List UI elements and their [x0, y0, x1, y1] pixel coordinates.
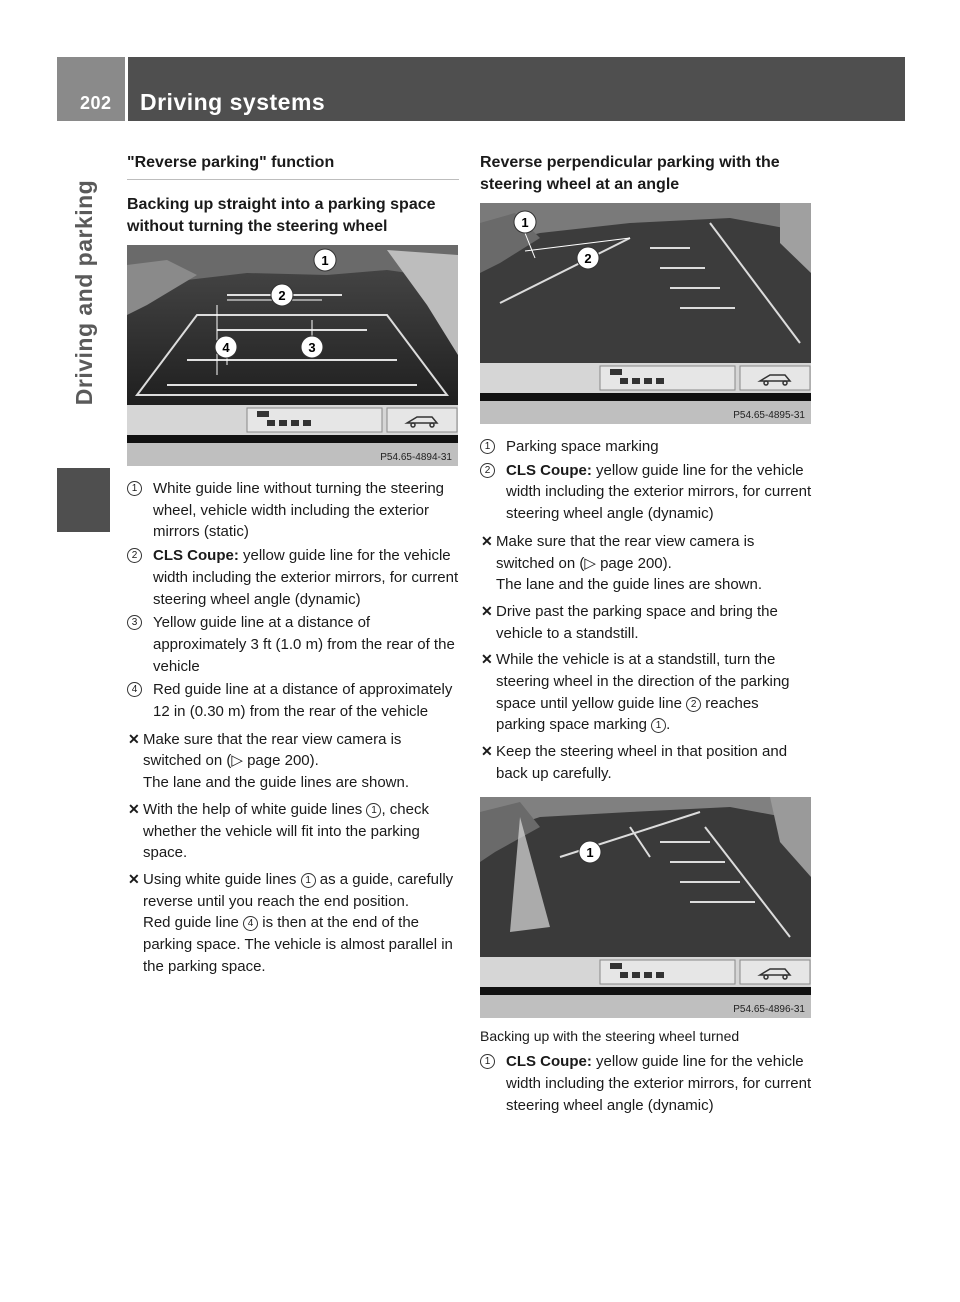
- step-arrow-icon: ✕: [128, 730, 140, 747]
- header-divider: [125, 57, 128, 121]
- legend-item-2: 2 CLS Coupe: yellow guide line for the vehicle width including the exterior mirrors, for current steering wheel angle (dynamic): [127, 545, 459, 610]
- subsection-title: Reverse perpendicular parking with the steering wheel at an angle: [480, 154, 780, 193]
- svg-text:1: 1: [321, 253, 329, 268]
- section-title: "Reverse parking" function: [127, 152, 459, 180]
- callout-4: [215, 336, 237, 358]
- legend-item-2: 2 CLS Coupe: yellow guide line for the vehicle width including the exterior mirrors, for current steering wheel angle (dynamic): [480, 460, 812, 525]
- step-1: ✕ Make sure that the rear view camera is switched on (▷ page 200). The lane and the guide lines are shown.: [481, 532, 763, 594]
- figure-code: P54.65-4896-31: [733, 1003, 805, 1015]
- svg-text:4: 4: [222, 340, 230, 355]
- step-arrow-icon: ✕: [128, 800, 140, 817]
- step-3: ✕ While the vehicle is at a standstill, turn the steering wheel in the direction of the parking space until yellow guide line 2 reaches parking space marking 1 .: [481, 651, 790, 734]
- legend-item-4: 4 Red guide line at a distance of approximately 12 in (0.30 m) from the rear of the vehicle: [127, 679, 459, 722]
- callout-2: [577, 247, 599, 269]
- figure-code: P54.65-4895-31: [733, 410, 805, 421]
- step-2: ✕ With the help of white guide lines 1 , check whether the vehicle will fit into the parking space.: [128, 800, 429, 862]
- svg-text:2: 2: [584, 251, 592, 266]
- callout-2: [271, 284, 293, 306]
- camera-figure-turned: [480, 797, 811, 1018]
- callout-1: [579, 841, 601, 863]
- step-4: ✕ Keep the steering wheel in that position and back up carefully.: [481, 743, 788, 782]
- svg-text:3: 3: [308, 340, 316, 355]
- figure-caption: Backing up with the steering wheel turned: [480, 1027, 740, 1044]
- svg-text:1: 1: [521, 215, 529, 230]
- left-column: [127, 152, 459, 982]
- step-2: ✕ Drive past the parking space and bring the vehicle to a standstill.: [481, 602, 778, 642]
- step-arrow-icon: ✕: [481, 532, 493, 549]
- legend-item-1: 1 CLS Coupe: yellow guide line for the vehicle width including the exterior mirrors, for current steering wheel angle (dynamic): [480, 1051, 812, 1116]
- page-number: 202: [80, 93, 112, 113]
- subsection-title: Backing up straight into a parking space without turning the steering wheel: [127, 196, 436, 235]
- callout-1: [514, 211, 536, 233]
- right-column: [480, 152, 812, 1118]
- side-tab-block: [57, 468, 110, 532]
- legend-item-1: 1 White guide line without turning the steering wheel, vehicle width including the exterior mirrors (static): [127, 478, 459, 543]
- step-arrow-icon: ✕: [481, 651, 493, 668]
- callout-1: [314, 249, 336, 271]
- svg-text:2: 2: [278, 288, 286, 303]
- figure-code: P54.65-4894-31: [380, 452, 452, 463]
- legend-item-1: 1 Parking space marking: [480, 436, 812, 458]
- step-3: ✕ Using white guide lines 1 as a guide, carefully reverse until you reach the end position. Red guide line 4 is then at the end of the parking space. The vehicle is almost parallel in the parking space.: [128, 870, 454, 975]
- step-1: ✕ Make sure that the rear view camera is switched on (▷ page 200). The lane and the guide lines are shown.: [128, 730, 410, 792]
- side-section-label: Driving and parking: [71, 179, 98, 406]
- step-arrow-icon: ✕: [481, 743, 493, 760]
- callout-3: [301, 336, 323, 358]
- camera-figure-straight: [127, 245, 458, 466]
- step-arrow-icon: ✕: [481, 602, 493, 619]
- svg-text:1: 1: [586, 844, 594, 860]
- chapter-title: Driving systems: [140, 89, 326, 115]
- legend-item-3: 3 Yellow guide line at a distance of approximately 3 ft (1.0 m) from the rear of the vehicle: [127, 612, 459, 677]
- step-arrow-icon: ✕: [128, 870, 140, 887]
- camera-figure-angle: [480, 203, 811, 424]
